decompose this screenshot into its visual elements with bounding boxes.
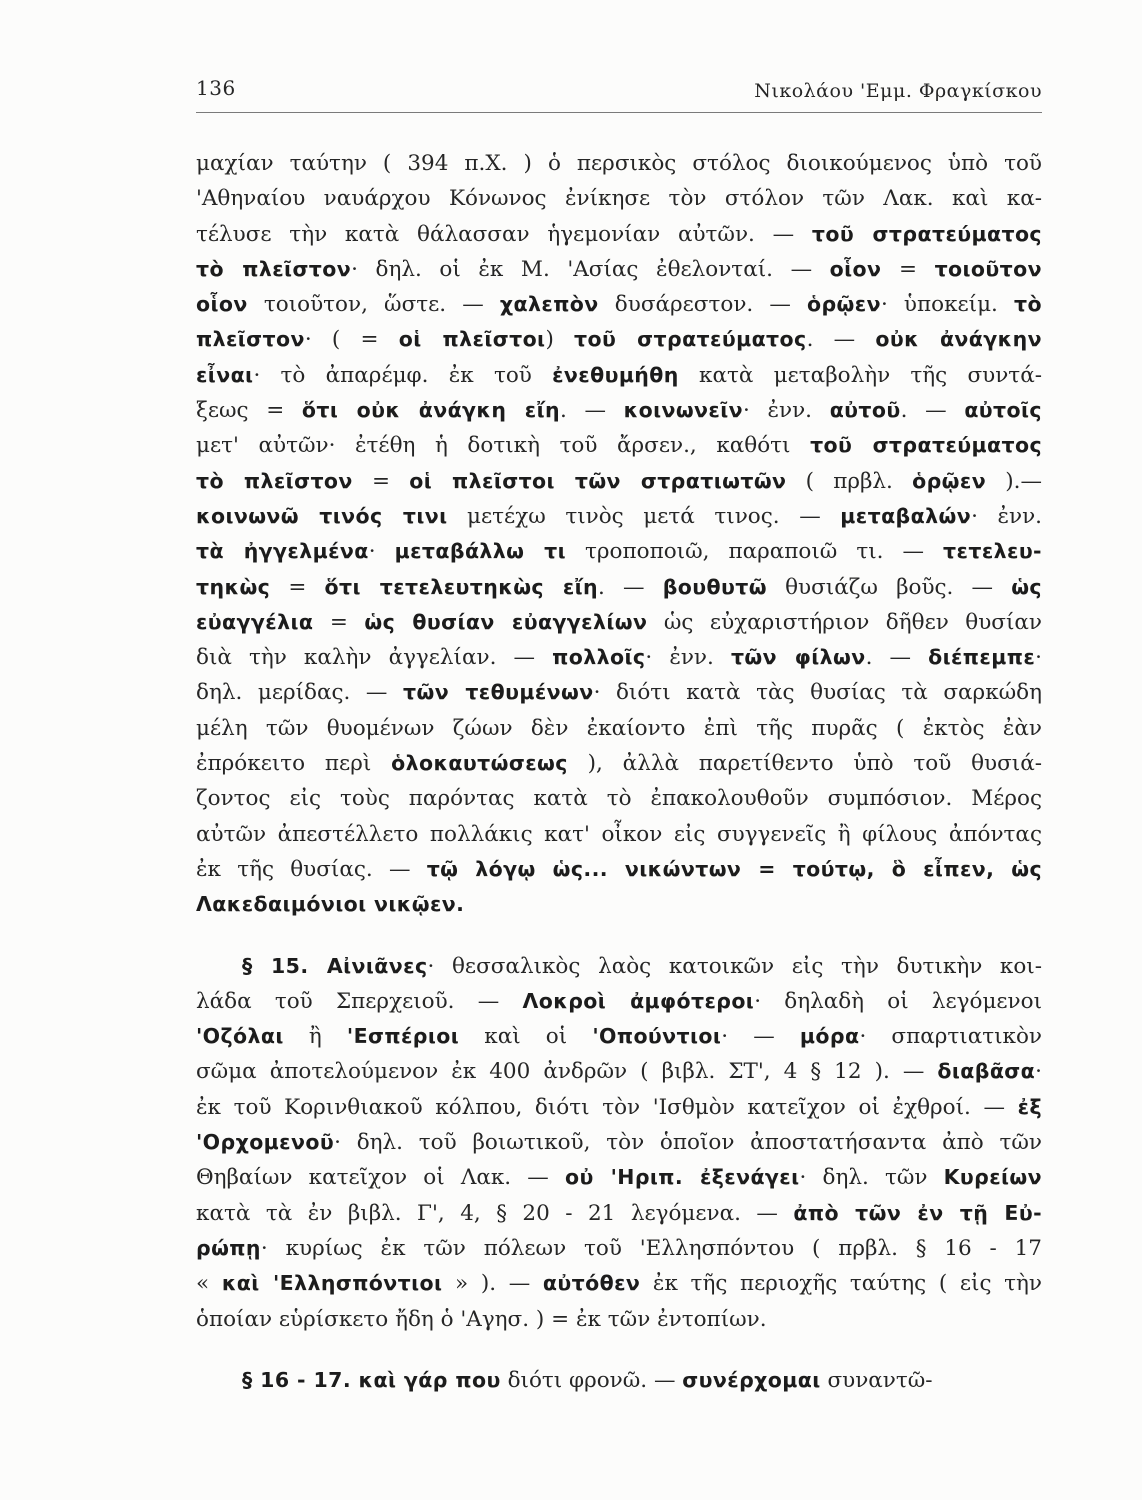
bold-term: αὐτοῖς [964,398,1042,423]
bold-term: ὅτι οὐκ ἀνάγκη εἴη [301,398,560,423]
text-line [196,464,1042,499]
text-run: μέλη τῶν θυομένων ζώων δὲν ἐκαίοντο ἐπὶ τῆς πυρᾶς ( ἐκτὸς ἐὰν [196,715,1042,741]
bold-term: τηκὼς [196,574,271,599]
text-run: · θεσσαλικὸς λαὸς κατοικῶν εἰς τὴν δυτικὴν κοι- [427,953,1042,979]
text-run: · ἐνν. [645,645,731,671]
text-run: συναντῶ- [820,1367,933,1393]
text-run: μετ' αὐτῶν· ἐτέθη ἡ δοτικὴ τοῦ ἄρσεν., καθότι [196,433,811,459]
bold-term: μεταβαλών [840,503,972,528]
text-line [196,711,1042,746]
page-number: 136 [196,76,236,100]
text-run: μαχίαν ταύτην ( 394 π.Χ. ) ὁ περσικὸς στόλος διοικούμενος ὑπὸ τοῦ [196,151,1042,176]
text-line [196,1090,1042,1125]
bold-term: πλεῖστον [196,327,305,352]
text-run: · κυρίως ἐκ τῶν πόλεων τοῦ 'Ελλησπόντου ( πρβλ. § 16 - 17 [260,1235,1042,1261]
text-run: · ὑποκείμ. [880,292,1015,318]
bold-term: οἱ πλεῖστοι τῶν στρατιωτῶν [409,468,787,493]
bold-term: τοιοῦτον [934,256,1042,281]
bold-term: ὁρῷεν [807,292,881,317]
paragraph-gap [196,923,1042,949]
bold-term: § 16 - 17. καὶ γάρ που [242,1367,501,1392]
text-line [196,1160,1042,1195]
text-run: ) [545,327,575,353]
bold-term: οὐ 'Ηριπ. ἐξενάγει [564,1165,800,1190]
text-run: ἢ [283,1024,347,1050]
text-run: ἐκ τῆς θυσίας. — [196,856,427,882]
text-run: . — [598,574,663,600]
text-run: τροποποιῶ, παραποιῶ τι. — [566,539,944,565]
bold-term: ὡς θυσίαν εὐαγγελίων [364,609,648,634]
bold-term: οὐκ ἀνάγκην [875,327,1042,352]
text-run: ).— [986,468,1042,494]
bold-term: § 15. Αἰνιᾶνες [242,953,428,978]
text-line [196,1054,1042,1089]
text-run: · διότι κατὰ τὰς θυσίας τὰ σαρκώδη [593,680,1042,706]
bold-term: τὸ [1014,292,1042,317]
text-run: Θηβαίων κατεῖχον οἱ Λακ. — [196,1165,565,1191]
bold-term: πολλοῖς [552,645,646,670]
text-run: λάδα τοῦ Σπερχειοῦ. — [196,988,523,1014]
bold-term: τετελευ- [943,539,1042,564]
text-line [196,887,1042,922]
bold-term: ἐνεθυμήθη [552,362,679,387]
text-line [196,1266,1042,1301]
text-run: » ). — [442,1271,543,1297]
text-line [196,640,1042,675]
text-run: ζοντος εἰς τοὺς παρόντας κατὰ τὸ ἐπακολουθοῦν συμπόσιον. Μέρος [196,786,1042,812]
bold-term: μόρα [799,1024,860,1049]
bold-term: τοῦ στρατεύματος [574,327,807,352]
text-run: · δηλ. τῶν [799,1165,944,1191]
text-line [196,534,1042,569]
bold-term: αὐτοῦ [829,398,901,423]
paragraph [196,1363,1042,1398]
text-run: · σπαρτιατικὸν [859,1024,1042,1050]
text-run: · τὸ ἀπαρέμφ. ἐκ τοῦ [253,362,553,388]
text-run: δυσάρεστον. — [598,292,807,318]
text-run: διὰ τὴν καλὴν ἀγγελίαν. — [196,645,553,671]
bold-term: κοινωνῶ τινός τινι [196,503,448,528]
bold-term: 'Οζόλαι [196,1024,284,1049]
text-line [196,1196,1042,1231]
text-run: = [352,468,410,494]
text-run: ὁποίαν εὑρίσκετο ἤδη ὁ 'Αγησ. ) = ἐκ τῶν ἐντοπίων. [196,1306,767,1332]
bold-term: οἱ πλεῖστοι [398,327,546,352]
text-line [196,322,1042,357]
text-line [196,1302,1042,1337]
text-line [196,675,1042,710]
page-header [196,72,1042,112]
bold-term: ἀπὸ τῶν ἐν τῇ Εὐ- [793,1200,1042,1225]
bold-term: τῷ λόγῳ ὡς... νικώντων = τούτῳ, ὃ εἶπεν, ὡς [426,856,1042,881]
bold-term: ὁρῷεν [912,468,987,493]
text-run: . — [806,327,876,353]
bold-term: ὡς [1011,574,1042,599]
text-run: · ἐνν. [971,503,1042,529]
text-run: ), ἀλλὰ παρετίθεντο ὑπὸ τοῦ θυσιά- [567,751,1042,777]
text-line [196,1363,1042,1398]
text-run: θυσιάζω βοῦς. — [766,574,1012,600]
bold-term: τῶν τεθυμένων [403,680,594,705]
paragraph-gap [196,1337,1042,1363]
text-run: = [881,256,935,282]
bold-term: μεταβάλλω τι [394,539,566,564]
text-run: καὶ οἱ [459,1024,593,1050]
running-head: Νικολάου 'Εμμ. Φραγκίσκου [754,80,1042,102]
text-run: 'Αθηναίου ναυάρχου Κόνωνος ἐνίκησε τὸν στόλον τῶν Λακ. καὶ κα- [196,186,1042,212]
text-run: ( πρβλ. [786,468,913,494]
paragraph [196,949,1042,1337]
paragraph [196,146,1042,923]
text-run: · [1035,645,1042,671]
text-run: · [1035,1059,1042,1085]
text-line [196,287,1042,322]
text-line [196,984,1042,1019]
text-line [196,817,1042,852]
text-line [196,358,1042,393]
text-run: · δηλ. τοῦ βοιωτικοῦ, τὸν ὁποῖον ἀποστατήσαντα ἀπὸ τῶν [334,1130,1042,1156]
bold-term: τὰ ἠγγελμένα [196,539,369,564]
text-run: κατὰ μεταβολὴν τῆς συντά- [678,362,1042,388]
bold-term: χαλεπὸν [499,292,599,317]
text-line [196,605,1042,640]
text-line [196,1125,1042,1160]
bold-term: τοῦ στρατεύματος [811,221,1042,246]
bold-term: τὸ πλεῖστον [196,468,353,493]
text-run: · δηλ. οἱ ἐκ Μ. 'Ασίας ἐθελονταί. — [351,256,830,282]
text-line [196,1231,1042,1266]
text-line [196,949,1042,984]
text-run: ἐπρόκειτο περὶ [196,751,392,777]
header-rule [196,112,1042,113]
text-run: · δηλαδὴ οἱ λεγόμενοι [754,988,1042,1014]
text-line [196,570,1042,605]
text-run: κατὰ τὰ ἐν βιβλ. Γ', 4, § 20 - 21 λεγόμενα. — [196,1200,794,1226]
text-line [196,393,1042,428]
bold-term: οἷον [196,292,248,317]
bold-term: συνέρχομαι [682,1367,821,1392]
bold-term: βουθυτῶ [662,574,767,599]
bold-term: ὁλοκαυτώσεως [391,751,568,776]
body-text [196,146,1042,1398]
bold-term: ρώπῃ [196,1235,261,1260]
text-line [196,852,1042,887]
bold-term: διαβᾶσα [937,1059,1036,1084]
bold-term: οἷον [829,256,882,281]
bold-term: διέπεμπε [928,645,1036,670]
text-run: « [196,1271,222,1297]
text-line [196,428,1042,463]
bold-term: Λοκροὶ ἀμφότεροι [522,988,755,1013]
text-run: μετέχω τινὸς μετά τινος. — [447,503,841,529]
text-line [196,252,1042,287]
text-run: αὐτῶν ἀπεστέλλετο πολλάκις κατ' οἶκον εἰς συγγενεῖς ἢ φίλους ἀπόντας [196,821,1042,847]
bold-term: ἐξ [1017,1094,1042,1119]
bold-term: εἶναι [196,362,254,387]
text-run: διότι φρονῶ. — [500,1367,683,1393]
bold-term: Κυρείων [943,1165,1042,1190]
text-run: ἐκ τῆς περιοχῆς ταύτης ( εἰς τὴν [640,1271,1042,1297]
text-run: ὡς εὐχαριστήριον δῆθεν θυσίαν [647,609,1042,635]
text-run: · [368,539,395,565]
bold-term: 'Ορχομενοῦ [196,1130,335,1155]
text-run: · ( = [304,327,399,353]
text-run: = [270,574,325,600]
text-run: · — [721,1024,800,1050]
text-line [196,217,1042,252]
bold-term: τὸ πλεῖστον [196,256,352,281]
bold-term: καὶ 'Ελλησπόντιοι [221,1271,443,1296]
bold-term: αὐτόθεν [542,1271,641,1296]
text-run: ξεως = [196,398,302,424]
text-run: σῶμα ἀποτελούμενον ἐκ 400 ἀνδρῶν ( βιβλ. ΣΤ', 4 § 12 ). — [196,1059,938,1085]
bold-term: ὅτι τετελευτηκὼς εἴη [324,574,599,599]
text-run: = [313,609,365,635]
text-line [196,781,1042,816]
text-run: τοιοῦτον, ὥστε. — [247,292,500,318]
text-line [196,746,1042,781]
text-run: . — [865,645,929,671]
text-run: · ἐνν. [742,398,830,424]
text-line [196,1019,1042,1054]
bold-term: κοινωνεῖν [623,398,743,423]
bold-term: τῶν φίλων [730,645,866,670]
bold-term: Λακεδαιμόνιοι νικῷεν. [196,892,465,917]
bold-term: τοῦ στρατεύματος [810,433,1042,458]
bold-term: 'Οπούντιοι [592,1024,722,1049]
text-run: . — [559,398,624,424]
text-line [196,146,1042,181]
bold-term: 'Εσπέριοι [346,1024,460,1049]
bold-term: εὐαγγέλια [196,609,314,634]
text-run: δηλ. μερίδας. — [196,680,403,706]
text-run: ἐκ τοῦ Κορινθιακοῦ κόλπου, διότι τὸν 'Ισθμὸν κατεῖχον οἱ ἐχθροί. — [196,1094,1018,1120]
text-run: . — [900,398,965,424]
text-line [196,181,1042,216]
text-run: τέλυσε τὴν κατὰ θάλασσαν ἡγεμονίαν αὐτῶν. — [196,221,812,247]
text-line [196,499,1042,534]
